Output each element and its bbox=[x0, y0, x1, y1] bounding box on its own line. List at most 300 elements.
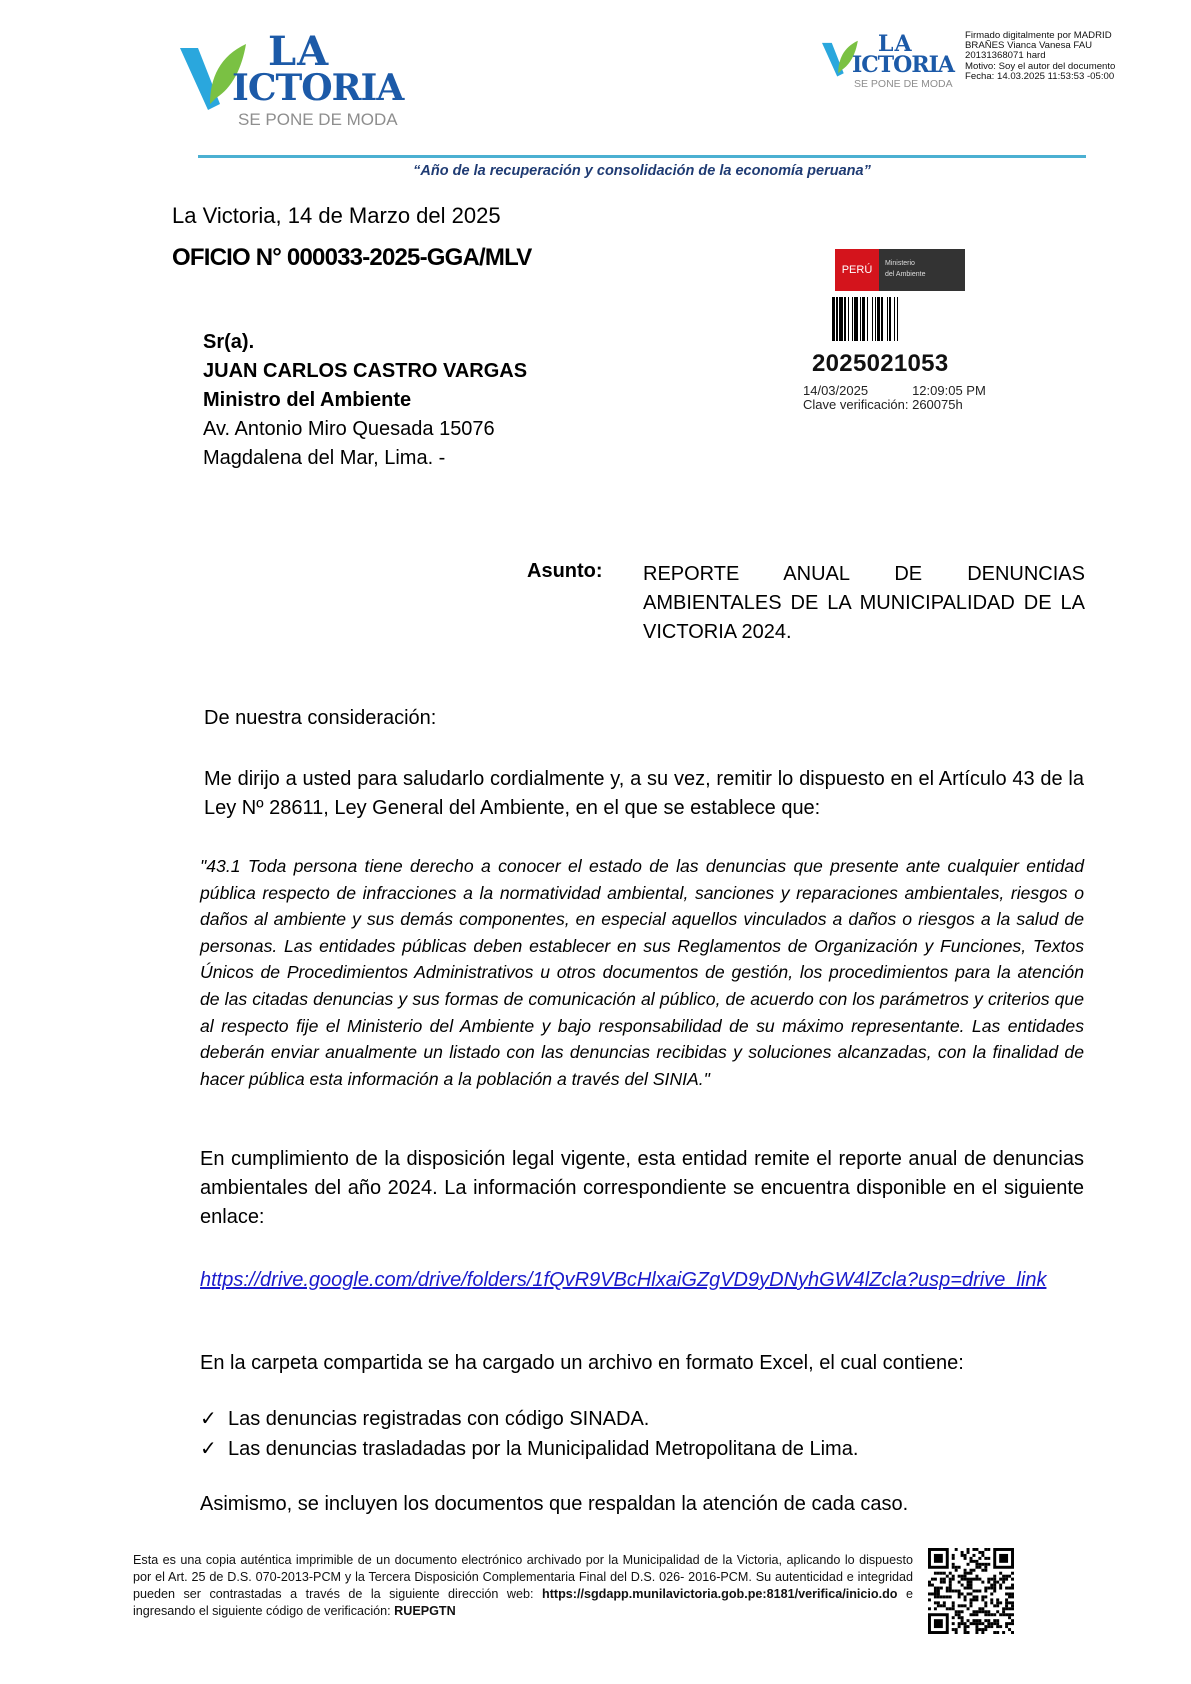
footer-text-2: e ingresando el siguiente código de verificación: bbox=[133, 1587, 913, 1618]
qr-module bbox=[984, 1557, 987, 1560]
qr-module bbox=[943, 1578, 946, 1581]
qr-module bbox=[964, 1569, 967, 1572]
registry-verification: Clave verificación: 260075h bbox=[803, 397, 963, 412]
qr-module bbox=[1008, 1628, 1011, 1631]
barcode-bar bbox=[836, 297, 838, 341]
qr-module bbox=[970, 1560, 973, 1563]
qr-module bbox=[981, 1569, 984, 1572]
qr-module bbox=[972, 1569, 975, 1572]
qr-module bbox=[1005, 1622, 1008, 1625]
signature-logo bbox=[822, 32, 957, 96]
logo-text-victoria: ICTORIA bbox=[852, 52, 954, 78]
qr-module bbox=[928, 1607, 931, 1610]
qr-module bbox=[972, 1548, 975, 1551]
qr-module bbox=[961, 1551, 964, 1554]
barcode-bar bbox=[839, 297, 843, 341]
logo-tagline: SE PONE DE MODA bbox=[854, 78, 953, 90]
barcode-bar bbox=[875, 297, 876, 341]
qr-module bbox=[952, 1590, 955, 1593]
verification-code: RUEPGTN bbox=[394, 1604, 456, 1618]
qr-module bbox=[958, 1595, 961, 1598]
barcode-bar bbox=[872, 297, 873, 341]
qr-module bbox=[975, 1622, 978, 1625]
qr-module bbox=[949, 1595, 952, 1598]
qr-module bbox=[949, 1578, 952, 1581]
qr-module bbox=[952, 1578, 955, 1581]
qr-module bbox=[1005, 1625, 1008, 1628]
qr-module bbox=[955, 1590, 958, 1593]
barcode-icon bbox=[830, 297, 978, 341]
qr-module bbox=[961, 1622, 964, 1625]
qr-module bbox=[981, 1595, 984, 1598]
qr-module bbox=[964, 1631, 967, 1634]
qr-module bbox=[987, 1581, 990, 1584]
qr-module bbox=[981, 1628, 984, 1631]
letter-reference: OFICIO N° 000033-2025-GGA/MLV bbox=[172, 244, 532, 271]
qr-module bbox=[964, 1604, 967, 1607]
qr-module bbox=[999, 1587, 1002, 1590]
stamp-ministry-line2: del Ambiente bbox=[885, 271, 926, 278]
qr-module bbox=[955, 1548, 958, 1551]
qr-module bbox=[996, 1625, 999, 1628]
qr-module bbox=[967, 1572, 970, 1575]
qr-module bbox=[931, 1584, 934, 1587]
qr-module bbox=[1011, 1592, 1014, 1595]
qr-module bbox=[984, 1587, 987, 1590]
qr-module bbox=[981, 1607, 984, 1610]
qr-module bbox=[970, 1601, 973, 1604]
qr-module bbox=[940, 1595, 943, 1598]
qr-module bbox=[952, 1616, 955, 1619]
qr-module bbox=[990, 1578, 993, 1581]
qr-module bbox=[937, 1587, 940, 1590]
qr-module bbox=[1011, 1595, 1014, 1598]
qr-module bbox=[1002, 1575, 1005, 1578]
la-victoria-logo bbox=[180, 28, 420, 132]
qr-module bbox=[972, 1554, 975, 1557]
qr-module bbox=[996, 1631, 999, 1634]
qr-module bbox=[975, 1598, 978, 1601]
logo-text-la: LA bbox=[268, 28, 330, 75]
qr-module bbox=[970, 1572, 973, 1575]
qr-module bbox=[958, 1604, 961, 1607]
qr-module bbox=[975, 1578, 978, 1581]
qr-module bbox=[1002, 1610, 1005, 1613]
qr-module bbox=[987, 1587, 990, 1590]
qr-module bbox=[967, 1548, 970, 1551]
qr-module bbox=[1008, 1613, 1011, 1616]
paragraph-folder: En la carpeta compartida se ha cargado un archivo en formato Excel, el cual contiene: bbox=[200, 1352, 964, 1374]
qr-module bbox=[975, 1625, 978, 1628]
qr-module bbox=[993, 1590, 996, 1593]
logo-tagline: SE PONE DE MODA bbox=[238, 110, 398, 129]
qr-module bbox=[967, 1592, 970, 1595]
qr-module bbox=[970, 1604, 973, 1607]
footer-text: Esta es una copia auténtica imprimible de un documento electrónico archivado por la Municipalidad de la Victoria, aplicando lo dispuesto por el Art. 25 de D.S. 070-2013-PCM y la Tercera Disposición Complementaria Final del D.S. 026- 2016-PCM. Su autenticidad e integridad pueden ser contrastadas a través de la siguiente dirección web: bbox=[133, 1553, 913, 1601]
qr-module bbox=[1005, 1592, 1008, 1595]
drive-folder-link[interactable]: https://drive.google.com/drive/folders/1fQvR9VBcHlxaiGZgVD9yDNyhGW4lZcla?usp=drive_link bbox=[200, 1269, 1047, 1291]
qr-module bbox=[987, 1619, 990, 1622]
qr-module bbox=[943, 1601, 946, 1604]
qr-module bbox=[1011, 1572, 1014, 1575]
qr-module bbox=[1002, 1581, 1005, 1584]
header-divider bbox=[198, 155, 1086, 158]
qr-module bbox=[978, 1622, 981, 1625]
registry-date: 14/03/2025 bbox=[803, 383, 869, 398]
qr-module bbox=[1011, 1631, 1014, 1634]
qr-module bbox=[1011, 1619, 1014, 1622]
qr-module bbox=[1005, 1587, 1008, 1590]
qr-module bbox=[993, 1631, 996, 1634]
letter-date: La Victoria, 14 de Marzo del 2025 bbox=[172, 203, 501, 228]
qr-module bbox=[978, 1557, 981, 1560]
qr-module bbox=[940, 1581, 943, 1584]
qr-module bbox=[958, 1566, 961, 1569]
qr-module bbox=[1011, 1607, 1014, 1610]
qr-module bbox=[999, 1613, 1002, 1616]
qr-module bbox=[970, 1592, 973, 1595]
qr-module bbox=[999, 1584, 1002, 1587]
qr-module bbox=[937, 1601, 940, 1604]
qr-module bbox=[987, 1622, 990, 1625]
qr-finder bbox=[934, 1619, 943, 1628]
qr-module bbox=[961, 1592, 964, 1595]
qr-module bbox=[961, 1610, 964, 1613]
qr-module bbox=[1008, 1575, 1011, 1578]
qr-module bbox=[981, 1610, 984, 1613]
qr-module bbox=[975, 1610, 978, 1613]
qr-module bbox=[970, 1598, 973, 1601]
subject-label: Asunto: bbox=[527, 560, 603, 582]
qr-module bbox=[1005, 1607, 1008, 1610]
qr-module bbox=[984, 1601, 987, 1604]
qr-module bbox=[987, 1610, 990, 1613]
qr-module bbox=[943, 1595, 946, 1598]
qr-module bbox=[975, 1619, 978, 1622]
logo-text-la: LA bbox=[878, 31, 913, 57]
signature-line: Motivo: Soy el autor del documento bbox=[965, 60, 1116, 72]
qr-module bbox=[967, 1563, 970, 1566]
qr-module bbox=[981, 1622, 984, 1625]
check-icon: ✓ bbox=[200, 1408, 217, 1430]
qr-module bbox=[984, 1548, 987, 1551]
qr-module bbox=[961, 1616, 964, 1619]
qr-module bbox=[996, 1601, 999, 1604]
qr-module bbox=[990, 1598, 993, 1601]
qr-module bbox=[970, 1581, 973, 1584]
qr-module bbox=[937, 1592, 940, 1595]
paragraph-intro: Me dirijo a usted para saludarlo cordialmente y, a su vez, remitir lo dispuesto en el Artículo 43 de la Ley Nº 28611, Ley General del Ambiente, en el que se establece que: bbox=[204, 768, 1084, 819]
list-item bbox=[200, 1434, 858, 1464]
qr-module bbox=[1005, 1604, 1008, 1607]
barcode-bar bbox=[894, 297, 895, 341]
barcode-bar bbox=[844, 297, 846, 341]
qr-module bbox=[1011, 1584, 1014, 1587]
qr-module bbox=[993, 1619, 996, 1622]
qr-module bbox=[1011, 1622, 1014, 1625]
qr-module bbox=[1011, 1601, 1014, 1604]
qr-module bbox=[934, 1578, 937, 1581]
digital-signature-block bbox=[965, 31, 1115, 82]
barcode-bar bbox=[832, 297, 835, 341]
qr-module bbox=[990, 1601, 993, 1604]
qr-module bbox=[967, 1551, 970, 1554]
qr-module bbox=[978, 1578, 981, 1581]
qr-module bbox=[949, 1581, 952, 1584]
qr-module bbox=[972, 1578, 975, 1581]
qr-module bbox=[990, 1587, 993, 1590]
qr-module bbox=[931, 1592, 934, 1595]
qr-module bbox=[958, 1592, 961, 1595]
qr-module bbox=[958, 1581, 961, 1584]
law-quote: "43.1 Toda persona tiene derecho a conocer el estado de las denuncias que presente ante cualquier entidad pública respecto de infracciones a la normatividad ambiental, sanciones y reparaciones ambientales, riesgos o daños al ambiente y sus demás componentes, en especial aquellos vinculados a daños o riesgos a la salud de personas. Las entidades públicas deben establecer en sus Reglamentos de Organización y Funciones, Textos Únicos de Procedimientos Administrativos u otros documentos de gestión, los procedimientos para la atención de las citadas denuncias y sus formas de comunicación al público, de acuerdo con los parámetros y criterios que al respecto fije el Ministerio del Ambiente y bajo responsabilidad de su máximo representante. Las entidades deberán enviar anualmente un listado con las denuncias recibidas y soluciones alcanzadas, con la finalidad de hacer pública esta información a la población a través del SINIA." bbox=[200, 856, 1084, 1089]
qr-module bbox=[996, 1622, 999, 1625]
qr-module bbox=[1008, 1601, 1011, 1604]
paragraph-closing: Asimismo, se incluyen los documentos que respaldan la atención de cada caso. bbox=[200, 1493, 909, 1515]
qr-module bbox=[967, 1578, 970, 1581]
qr-module bbox=[955, 1613, 958, 1616]
qr-module bbox=[970, 1613, 973, 1616]
qr-module bbox=[964, 1554, 967, 1557]
qr-module bbox=[949, 1590, 952, 1593]
qr-module bbox=[970, 1622, 973, 1625]
qr-module bbox=[987, 1563, 990, 1566]
qr-module bbox=[964, 1625, 967, 1628]
recipient-name: JUAN CARLOS CASTRO VARGAS bbox=[203, 360, 528, 382]
qr-module bbox=[1011, 1578, 1014, 1581]
qr-module bbox=[975, 1548, 978, 1551]
qr-module bbox=[964, 1578, 967, 1581]
qr-module bbox=[1002, 1607, 1005, 1610]
qr-module bbox=[993, 1584, 996, 1587]
qr-module bbox=[978, 1590, 981, 1593]
qr-module bbox=[1011, 1587, 1014, 1590]
qr-module bbox=[1008, 1592, 1011, 1595]
qr-module bbox=[955, 1569, 958, 1572]
qr-module bbox=[978, 1610, 981, 1613]
registry-details bbox=[803, 384, 986, 412]
qr-module bbox=[958, 1622, 961, 1625]
qr-module bbox=[937, 1604, 940, 1607]
qr-module bbox=[993, 1604, 996, 1607]
qr-module bbox=[964, 1598, 967, 1601]
qr-module bbox=[990, 1622, 993, 1625]
qr-module bbox=[955, 1631, 958, 1634]
barcode-bar bbox=[889, 297, 891, 341]
qr-module bbox=[967, 1619, 970, 1622]
qr-module bbox=[946, 1575, 949, 1578]
qr-module bbox=[952, 1554, 955, 1557]
qr-module bbox=[1011, 1604, 1014, 1607]
qr-module bbox=[934, 1590, 937, 1593]
qr-module bbox=[1005, 1613, 1008, 1616]
subject-text: REPORTE ANUAL DE DENUNCIAS AMBIENTALES DE LA MUNICIPALIDAD DE LA VICTORIA 2024. bbox=[643, 563, 1085, 643]
qr-module bbox=[1005, 1601, 1008, 1604]
qr-finder bbox=[934, 1554, 943, 1563]
qr-module bbox=[972, 1590, 975, 1593]
qr-module bbox=[943, 1572, 946, 1575]
qr-module bbox=[990, 1584, 993, 1587]
qr-module bbox=[952, 1557, 955, 1560]
barcode-bar bbox=[881, 297, 883, 341]
qr-module bbox=[952, 1622, 955, 1625]
paragraph-compliance: En cumplimiento de la disposición legal vigente, esta entidad remite el reporte anual de denuncias ambientales del año 2024. La información correspondiente se encuentra disponible en el siguiente enlace: bbox=[200, 1148, 1084, 1228]
qr-module bbox=[967, 1607, 970, 1610]
qr-module bbox=[978, 1607, 981, 1610]
qr-module bbox=[967, 1584, 970, 1587]
qr-code-icon bbox=[928, 1548, 1014, 1634]
signature-line: Firmado digitalmente por MADRID bbox=[965, 30, 1112, 41]
qr-module bbox=[984, 1566, 987, 1569]
logo-text-victoria: ICTORIA bbox=[232, 67, 404, 109]
qr-module bbox=[972, 1613, 975, 1616]
qr-module bbox=[946, 1590, 949, 1593]
qr-module bbox=[970, 1587, 973, 1590]
qr-module bbox=[952, 1575, 955, 1578]
qr-module bbox=[934, 1587, 937, 1590]
qr-module bbox=[981, 1598, 984, 1601]
qr-module bbox=[981, 1563, 984, 1566]
qr-module bbox=[937, 1590, 940, 1593]
qr-module bbox=[972, 1598, 975, 1601]
qr-module bbox=[958, 1590, 961, 1593]
qr-module bbox=[964, 1575, 967, 1578]
qr-module bbox=[981, 1554, 984, 1557]
qr-module bbox=[964, 1595, 967, 1598]
qr-module bbox=[987, 1578, 990, 1581]
qr-module bbox=[934, 1601, 937, 1604]
qr-module bbox=[972, 1619, 975, 1622]
list-item-text: Las denuncias trasladadas por la Municipalidad Metropolitana de Lima. bbox=[228, 1438, 859, 1460]
qr-module bbox=[993, 1613, 996, 1616]
verification-url[interactable]: https://sgdapp.munilavictoria.gob.pe:8181/verifica/inicio.do bbox=[542, 1587, 898, 1601]
qr-module bbox=[1002, 1613, 1005, 1616]
qr-module bbox=[964, 1572, 967, 1575]
qr-module bbox=[1008, 1607, 1011, 1610]
qr-module bbox=[984, 1625, 987, 1628]
qr-module bbox=[949, 1584, 952, 1587]
qr-module bbox=[955, 1628, 958, 1631]
qr-module bbox=[964, 1587, 967, 1590]
qr-module bbox=[996, 1610, 999, 1613]
qr-module bbox=[967, 1625, 970, 1628]
qr-module bbox=[1005, 1598, 1008, 1601]
barcode-bar bbox=[860, 297, 861, 341]
qr-module bbox=[949, 1607, 952, 1610]
qr-module bbox=[949, 1572, 952, 1575]
qr-module bbox=[937, 1572, 940, 1575]
greeting: De nuestra consideración: bbox=[204, 707, 437, 729]
qr-module bbox=[984, 1604, 987, 1607]
qr-finder bbox=[999, 1554, 1008, 1563]
qr-module bbox=[943, 1581, 946, 1584]
qr-module bbox=[981, 1551, 984, 1554]
qr-module bbox=[958, 1575, 961, 1578]
qr-module bbox=[978, 1566, 981, 1569]
qr-module bbox=[949, 1587, 952, 1590]
qr-module bbox=[970, 1569, 973, 1572]
authenticity-footer bbox=[133, 1552, 913, 1620]
qr-module bbox=[934, 1592, 937, 1595]
recipient-salutation: Sr(a). bbox=[203, 331, 255, 353]
qr-module bbox=[984, 1590, 987, 1593]
qr-module bbox=[978, 1619, 981, 1622]
qr-module bbox=[961, 1584, 964, 1587]
qr-module bbox=[993, 1575, 996, 1578]
stamp-ministry-line1: Ministerio bbox=[885, 260, 915, 267]
qr-module bbox=[940, 1578, 943, 1581]
qr-module bbox=[981, 1581, 984, 1584]
barcode-bar bbox=[877, 297, 880, 341]
qr-module bbox=[987, 1625, 990, 1628]
qr-module bbox=[934, 1572, 937, 1575]
stamp-ministry bbox=[885, 258, 925, 280]
list-item-text: Las denuncias registradas con código SINADA. bbox=[228, 1408, 650, 1430]
qr-module bbox=[961, 1554, 964, 1557]
qr-module bbox=[967, 1581, 970, 1584]
recipient-title: Ministro del Ambiente bbox=[203, 389, 412, 411]
qr-module bbox=[952, 1628, 955, 1631]
qr-module bbox=[999, 1601, 1002, 1604]
qr-module bbox=[972, 1610, 975, 1613]
qr-module bbox=[996, 1598, 999, 1601]
qr-module bbox=[978, 1628, 981, 1631]
qr-module bbox=[958, 1616, 961, 1619]
qr-module bbox=[961, 1575, 964, 1578]
qr-module bbox=[946, 1607, 949, 1610]
qr-module bbox=[952, 1563, 955, 1566]
qr-module bbox=[984, 1569, 987, 1572]
qr-module bbox=[958, 1625, 961, 1628]
qr-module bbox=[987, 1613, 990, 1616]
qr-module bbox=[958, 1613, 961, 1616]
qr-module bbox=[937, 1595, 940, 1598]
qr-module bbox=[990, 1592, 993, 1595]
barcode-bar bbox=[867, 297, 868, 341]
barcode-bar bbox=[862, 297, 865, 341]
qr-module bbox=[928, 1584, 931, 1587]
barcode-bar bbox=[887, 297, 888, 341]
qr-module bbox=[946, 1595, 949, 1598]
year-motto: “Año de la recuperación y consolidación de la economía peruana” bbox=[413, 163, 871, 179]
qr-module bbox=[1011, 1613, 1014, 1616]
qr-module bbox=[1008, 1622, 1011, 1625]
qr-module bbox=[970, 1557, 973, 1560]
qr-module bbox=[964, 1628, 967, 1631]
qr-module bbox=[931, 1578, 934, 1581]
qr-module bbox=[990, 1613, 993, 1616]
list-item bbox=[200, 1404, 858, 1434]
qr-module bbox=[1005, 1575, 1008, 1578]
contents-list bbox=[200, 1404, 858, 1464]
qr-module bbox=[987, 1557, 990, 1560]
qr-module bbox=[984, 1619, 987, 1622]
signature-line: 20131368071 hard bbox=[965, 50, 1046, 62]
qr-module bbox=[975, 1566, 978, 1569]
qr-module bbox=[970, 1584, 973, 1587]
qr-module bbox=[975, 1590, 978, 1593]
qr-module bbox=[975, 1575, 978, 1578]
recipient-block bbox=[203, 328, 527, 473]
qr-module bbox=[964, 1557, 967, 1560]
qr-module bbox=[984, 1563, 987, 1566]
qr-module bbox=[943, 1604, 946, 1607]
qr-module bbox=[1002, 1631, 1005, 1634]
qr-module bbox=[975, 1560, 978, 1563]
qr-module bbox=[1008, 1587, 1011, 1590]
qr-module bbox=[928, 1598, 931, 1601]
qr-module bbox=[940, 1587, 943, 1590]
